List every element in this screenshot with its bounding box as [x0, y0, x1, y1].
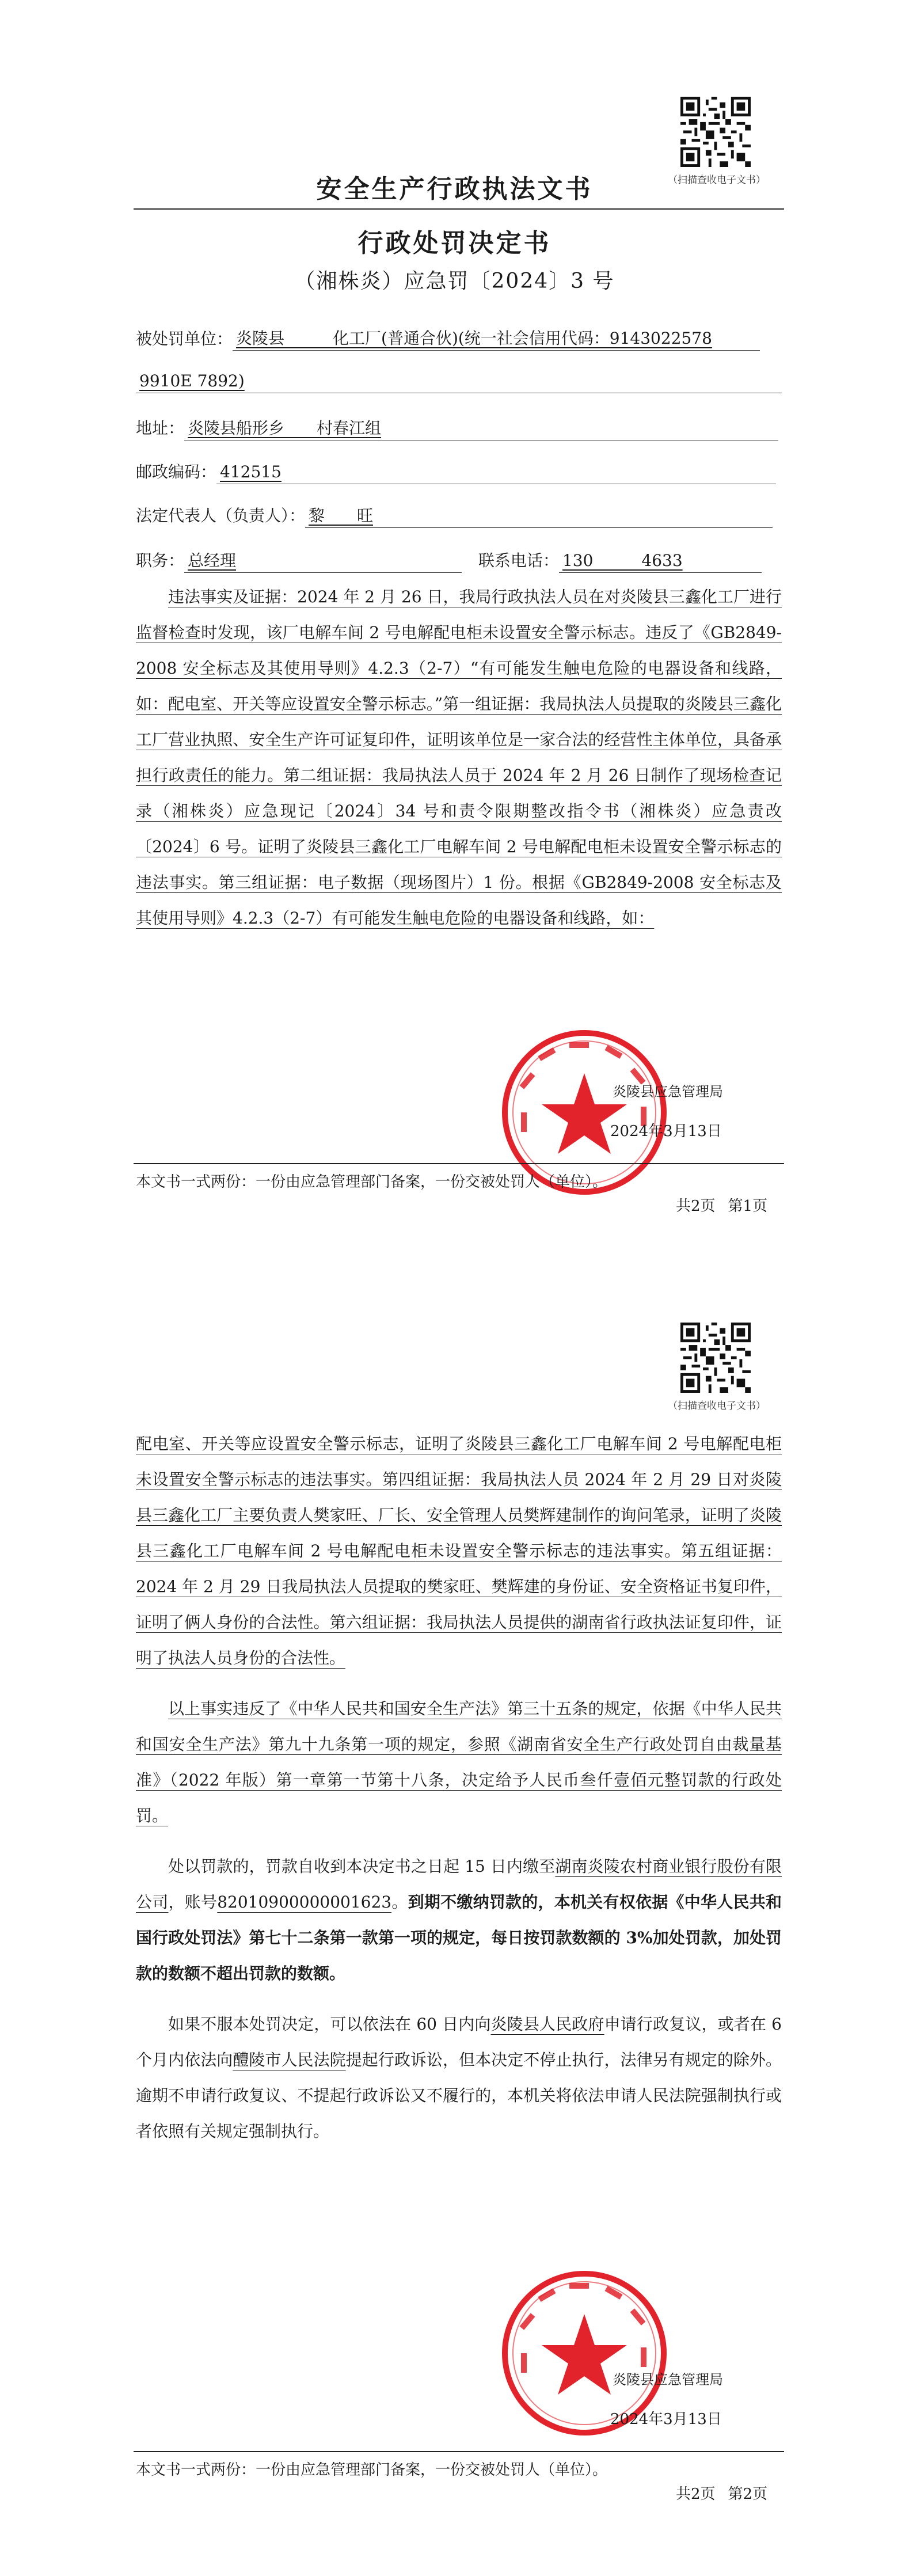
position-label: 职务： — [136, 551, 185, 570]
postcode-field — [136, 461, 776, 484]
facts-paragraph: 违法事实及证据：2024 年 2 月 26 日，我局行政执法人员在对炎陵县三鑫化工厂进行监督检查时发现，该厂电解车间 2 号电解配电柜未设置安全警示标志。违反了《GB2849-2008 安全标志及其使用导则》4.2.3（2-7）“有可能发生触电危险的电器设备和线路，如：配电室、开关等应设置安全警示标志。”第一组证据：我局执法人员提取的炎陵县三鑫化工厂营业执照、安全生产许可证复印件，证明该单位是一家合法的经营性主体单位，具备承担行政责任的能力。第二组证据：我局执法人员于 2024 年 2 月 26 日制作了现场检查记录（湘株炎）应急现记〔2024〕34 号和责令限期整改指令书（湘株炎）应急责改〔2024〕6 号。证明了炎陵县三鑫化工厂电解车间 2 号电解配电柜未设置安全警示标志的违法事实。第三组证据：电子数据（现场图片）1 份。根据《GB2849-2008 安全标志及其使用导则》4.2.3（2-7）有可能发生触电危险的电器设备和线路，如： — [136, 587, 782, 928]
party-value: 炎陵县 化工厂(普通合伙)(统一社会信用代码：9143022578 — [233, 327, 760, 351]
qr-code-icon[interactable] — [680, 97, 751, 167]
legal-rep-value: 黎 旺 — [305, 504, 773, 528]
party-label: 被处罚单位： — [136, 329, 233, 348]
address-field — [136, 417, 778, 440]
page-current: 第2页 — [728, 2486, 768, 2503]
page-number — [676, 1194, 780, 1215]
appeal-text-a: 如果不服本处罚决定，可以依法在 60 日内向 — [168, 2015, 491, 2034]
review-authority: 炎陵县人民政府 — [490, 2015, 604, 2034]
legal-rep-label: 法定代表人（负责人）： — [136, 506, 306, 525]
court-name: 醴陵市人民法院 — [233, 2050, 346, 2069]
appeal-text-b: 申请行政复议，或者在 6 个月内依法向 — [136, 2015, 782, 2069]
party-value-cont: 9910E 7892) — [136, 370, 782, 393]
legal-basis-paragraph: 以上事实违反了《中华人民共和国安全生产法》第三十五条的规定，依据《中华人民共和国安全生产法》第九十九条第一项的规定，参照《湖南省安全生产行政处罚自由裁量基准》（2022 年版）第一章第一节第十八条，决定给予人民币叁仟壹佰元整罚款的行政处罚。 — [136, 1699, 782, 1825]
page-current: 第1页 — [728, 1198, 768, 1215]
issue-date: 2024年3月13日 — [610, 1123, 722, 1140]
footer-note: 本文书一式两份：一份由应急管理部门备案，一份交被处罚人（单位）。 — [136, 2461, 608, 2479]
qr-caption: （扫描查收电子文书） — [668, 174, 766, 186]
payment-paragraph — [136, 1849, 782, 1992]
page-number — [676, 2482, 780, 2503]
facts-section — [136, 579, 782, 936]
late-penalty-clause: 到期不缴纳罚款的，本机关有权依据《中华人民共和国行政处罚法》第七十二条第一款第一项的规定，每日按罚款数额的 3%加处罚款，加处罚款的数额不超出罚款的数额。 — [136, 1893, 782, 1983]
postcode-label: 邮政编码： — [136, 462, 217, 481]
legal-rep-field — [136, 504, 773, 528]
position-field — [136, 549, 762, 573]
postcode-value: 412515 — [216, 461, 776, 484]
doc-title: 行政处罚决定书 — [357, 229, 552, 258]
footer-divider — [134, 1163, 784, 1164]
payment-text-b: ，账号 — [168, 1893, 218, 1912]
issue-date: 2024年3月13日 — [610, 2411, 722, 2428]
bank-name: 湖南炎陵农村商业银行股份有限公司 — [136, 1857, 782, 1912]
doc-category: 安全生产行政执法文书 — [316, 174, 593, 204]
qr-caption: （扫描查收电子文书） — [668, 1400, 766, 1412]
document-page-2 — [0, 1288, 909, 2576]
bank-account: 82010900000001623 — [217, 1893, 392, 1912]
facts-continued: 配电室、开关等应设置安全警示标志，证明了炎陵县三鑫化工厂电解车间 2 号电解配电柜未设置安全警示标志的违法事实。第四组证据：我局执法人员 2024 年 2 月 29 日对炎陵县三鑫化工厂主要负责人樊家旺、厂长、安全管理人员樊辉建制作的询问笔录，证明了炎陵县三鑫化工厂电解车间 2 号电解配电柜未设置安全警示标志的违法事实。第五组证据：2024 年 2 月 29 日我局执法人员提取的樊家旺、樊辉建的身份证、安全资格证书复印件，证明了俩人身份的合法性。第六组证据：我局执法人员提供的湖南省行政执法证复印件，证明了执法人员身份的合法性。 — [136, 1434, 782, 1667]
appeal-paragraph — [136, 2007, 782, 2149]
decision-body — [136, 1426, 782, 2149]
position-value: 总经理 — [184, 549, 462, 573]
footer-divider — [134, 2451, 784, 2452]
party-field — [136, 327, 760, 351]
address-label: 地址： — [136, 419, 185, 438]
qr-code-icon[interactable] — [680, 1323, 751, 1393]
page-total: 共2页 — [676, 1198, 716, 1215]
payment-text-a: 处以罚款的，罚款自收到本决定书之日起 15 日内缴至 — [168, 1857, 556, 1876]
seal-org: 炎陵县应急管理局 — [613, 1084, 723, 1100]
seal-org: 炎陵县应急管理局 — [613, 2372, 723, 2388]
address-value: 炎陵县船形乡 村春江组 — [184, 417, 778, 440]
header-divider — [134, 208, 784, 210]
phone-value: 130 4633 — [559, 549, 762, 573]
page-total: 共2页 — [676, 2486, 716, 2503]
footer-note: 本文书一式两份：一份由应急管理部门备案，一份交被处罚人（单位）。 — [136, 1173, 608, 1191]
appeal-text-c: 提起行政诉讼，但本决定不停止执行，法律另有规定的除外。逾期不申请行政复议、不提起行政诉讼又不履行的，本机关将依法申请人民法院强制执行或者依照有关规定强制执行。 — [136, 2050, 782, 2141]
party-field-cont — [136, 370, 782, 393]
payment-text-c: 。 — [391, 1893, 408, 1912]
phone-label: 联系电话： — [478, 551, 559, 570]
doc-number: （湘株炎）应急罚〔2024〕3 号 — [294, 269, 615, 293]
